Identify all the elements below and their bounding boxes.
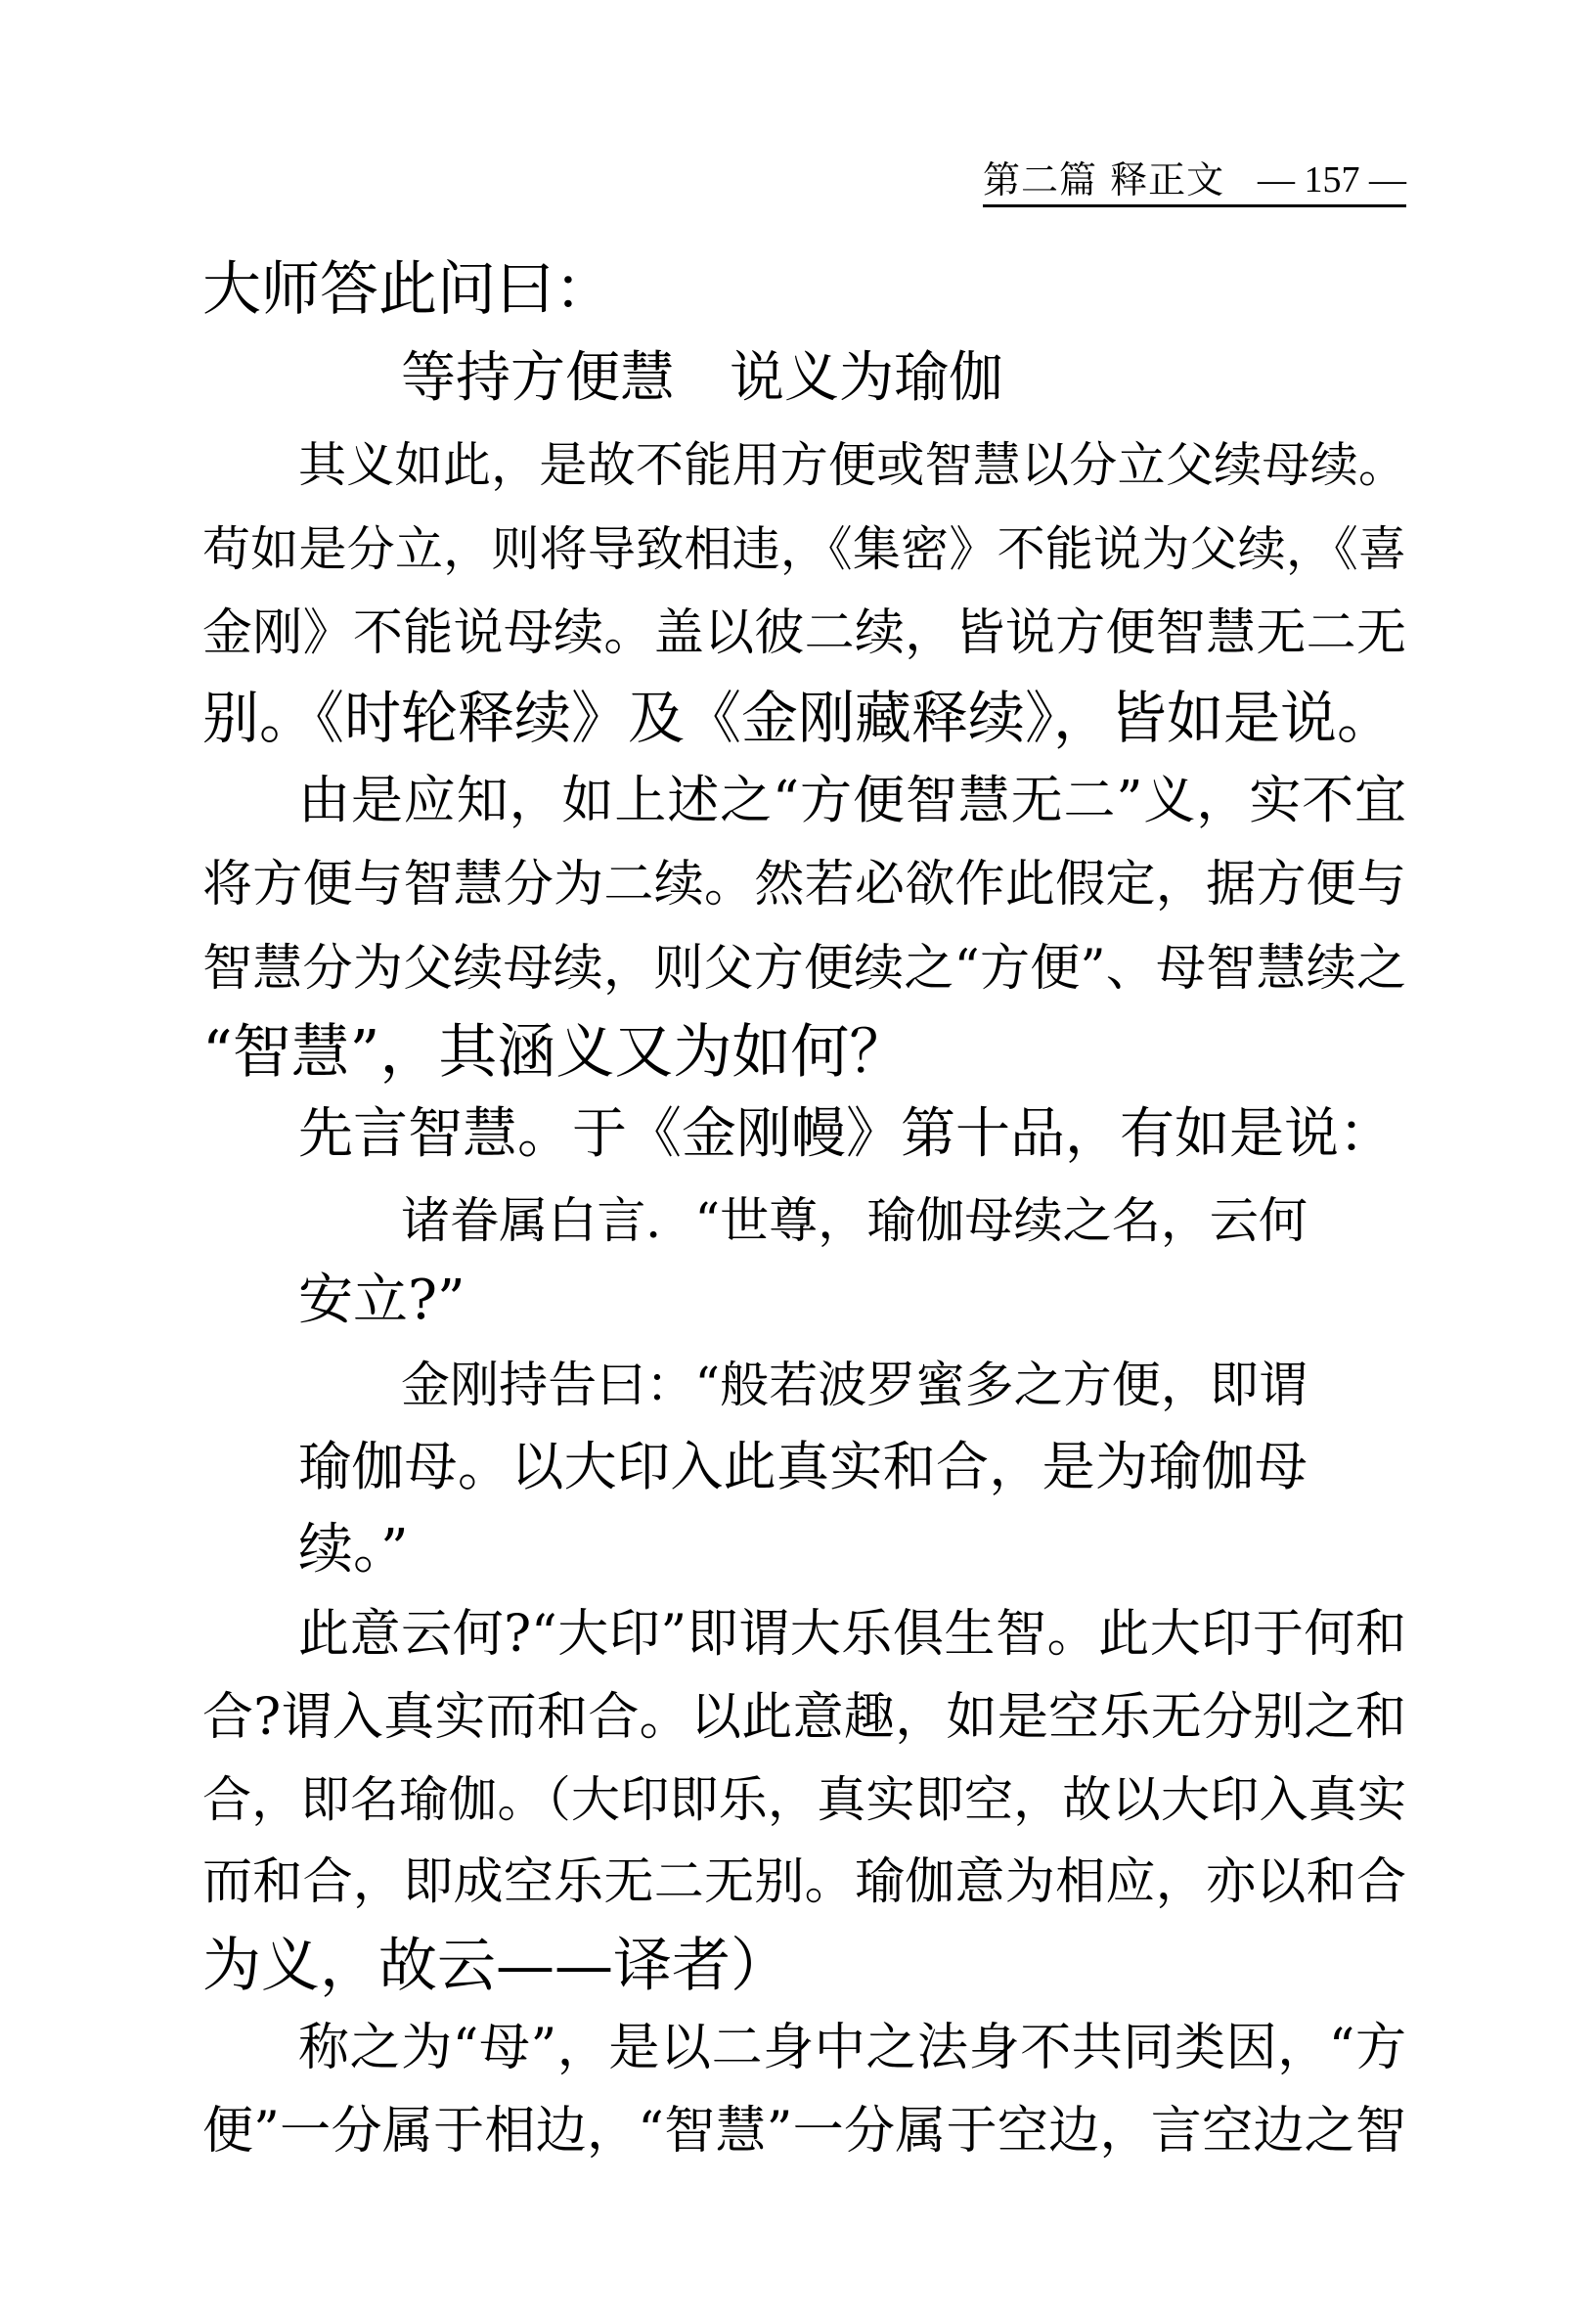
- header-rule: [983, 204, 1406, 207]
- body-text-line: 金刚》不能说母续。盖以彼二续，皆说方便智慧无二无: [202, 604, 1406, 662]
- page-number: — 157 —: [1258, 159, 1406, 201]
- section-title: 第二篇 释正文: [983, 158, 1225, 201]
- body-text-line: 合?谓入真实而和合。以此意趣，如是空乐无分别之和: [202, 1688, 1406, 1747]
- body-text-line: 合，即名瑜伽。（大印即乐，真实即空，故以大印入真实: [202, 1771, 1406, 1828]
- quoted-text-line: 诸眷属白言．“世尊，瑜伽母续之名，云何: [401, 1192, 1308, 1249]
- body-text-line: 苟如是分立，则将导致相违，《集密》不能说为父续，《喜: [202, 521, 1406, 577]
- body-text-line: 称之为“母”，是以二身中之法身不共同类因，“方: [298, 2019, 1406, 2077]
- quoted-text-line: 金刚持告曰：“般若波罗蜜多之方便，即谓: [401, 1357, 1308, 1413]
- body-text-line: 将方便与智慧分为二续。然若必欲作此假定，据方便与: [202, 856, 1406, 913]
- quoted-text-line: 等持方便慧 说义为瑜伽: [401, 346, 1003, 410]
- body-text-line: 其义如此，是故不能用方便或智慧以分立父续母续。: [298, 437, 1406, 493]
- body-text-line: 智慧分为父续母续，则父方便续之“方便”、母智慧续之: [202, 940, 1406, 998]
- body-text-line: “智慧”，其涵义又为如何？: [202, 1018, 909, 1087]
- quoted-text-line: 续。”: [298, 1518, 409, 1582]
- body-text-line: 由是应知，如上述之“方便智慧无二”义，实不宜: [298, 771, 1406, 830]
- body-text-line: 此意云何?“大印”即谓大乐俱生智。此大印于何和: [298, 1605, 1406, 1664]
- body-text-line: 为义，故云——译者）: [202, 1932, 789, 2000]
- body-text-line: 而和合，即成空乐无二无别。瑜伽意为相应，亦以和合: [202, 1853, 1406, 1911]
- body-text-line: 别。《时轮释续》及《金刚藏释续》，皆如是说。: [202, 685, 1395, 751]
- body-text-line: 先言智慧。于《金刚幔》第十品，有如是说：: [298, 1102, 1394, 1166]
- body-text-line: 便”一分属于相边，“智慧”一分属于空边，言空边之智: [202, 2102, 1406, 2161]
- running-header: [983, 156, 1406, 203]
- quoted-text-line: 安立?”: [298, 1269, 466, 1332]
- body-text-line: 大师答此问曰：: [202, 255, 613, 324]
- quoted-text-line: 瑜伽母。以大印入此真实和合，是为瑜伽母: [298, 1436, 1308, 1497]
